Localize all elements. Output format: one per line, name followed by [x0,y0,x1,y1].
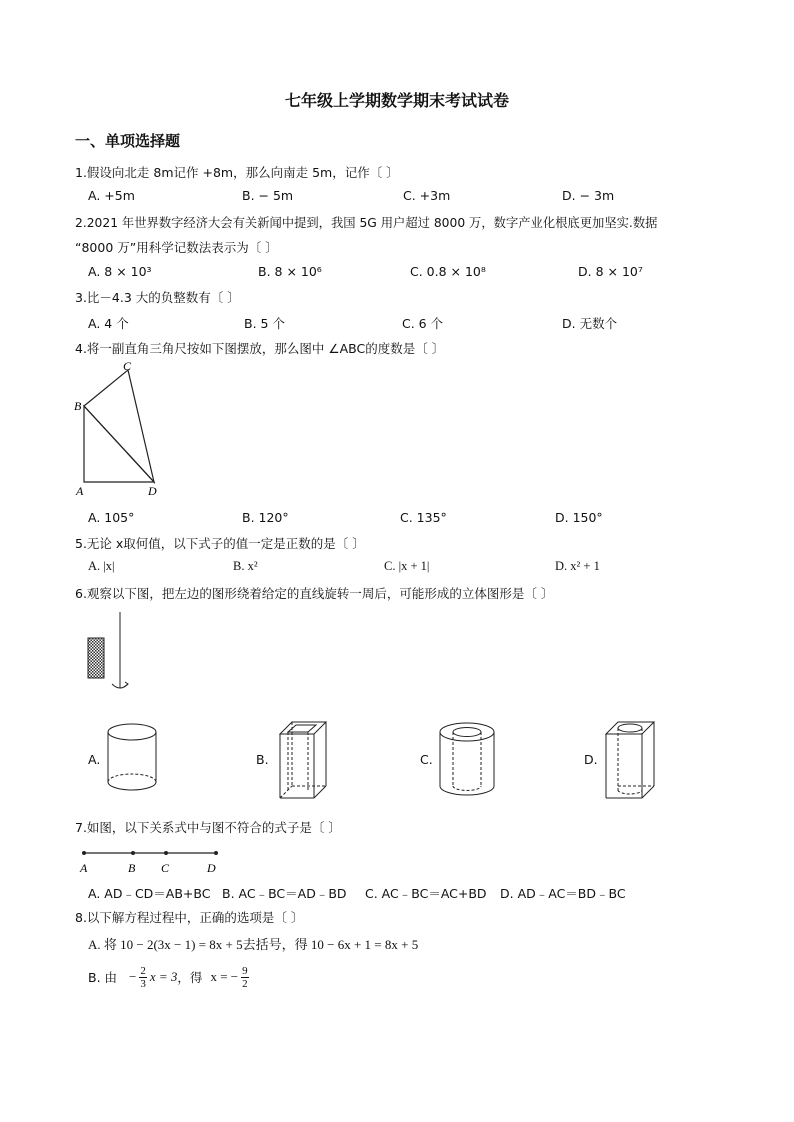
label-d: D [148,484,157,498]
q6-option-c[interactable]: C. [420,752,433,767]
question-1-stem: 1.假设向北走 8m记作 +8m，那么向南走 5m，记作〔 〕 [75,165,399,180]
hollow-prism-figure [270,718,332,803]
point-d-label: D [207,861,216,875]
hollow-cylinder-figure [436,720,498,802]
q7-option-a[interactable]: A. AD﹣CD＝AB+BC [88,886,211,901]
q8-option-b-prefix: B. 由 [88,970,118,985]
label-b: B [74,399,82,413]
q4-option-a[interactable]: A. 105° [88,510,135,525]
segment-figure [76,843,226,877]
q1-option-b[interactable]: B. − 5m [242,188,294,203]
q5-option-c[interactable]: C. |x + 1| [384,559,430,573]
label-c: C [123,359,132,373]
q2-option-c[interactable]: C. 0.8 × 10⁸ [410,264,486,279]
q3-option-d[interactable]: D. 无数个 [562,316,618,331]
prism-with-cylinder-hole-figure [598,718,660,803]
q8-option-b-mid: ，得 [177,970,203,985]
q7-option-c[interactable]: C. AC﹣BC＝AC+BD [365,886,487,901]
question-4-stem: 4.将一副直角三角尺按如下图摆放，那么图中 ∠ABC的度数是〔 〕 [75,341,445,356]
question-8-stem: 8.以下解方程过程中，正确的选项是〔 〕 [75,910,304,925]
q8-option-b[interactable]: B. 由 − $\frac{2}{3}$ x = 3 ，得 x = − $\frac{9}{2}$ [88,964,248,990]
q6-option-d[interactable]: D. [584,752,598,767]
question-7-stem: 7.如图，以下关系式中与图不符合的式子是〔 〕 [75,820,341,835]
q3-option-a[interactable]: A. 4 个 [88,316,129,331]
q5-option-b[interactable]: B. x² [233,559,258,573]
rotation-figure [80,608,140,698]
q4-option-b[interactable]: B. 120° [242,510,289,525]
question-5-stem: 5.无论 x取何值，以下式子的值一定是正数的是〔 〕 [75,536,365,551]
q3-option-c[interactable]: C. 6 个 [402,316,444,331]
fraction-nine-halves: $\frac{9}{2}$ [242,964,248,990]
page-title: 七年级上学期数学期末考试试卷 [284,91,509,110]
equation-2-head: x = − [210,969,239,984]
label-a: A [76,484,84,498]
question-2-stem-line1: 2.2021 年世界数字经济大会有关新闻中提到，我国 5G 用户超过 8000 万，数字产业化根底更加坚实.数据 [75,216,658,230]
q2-option-a[interactable]: A. 8 × 10³ [88,264,152,279]
q6-option-b[interactable]: B. [256,752,269,767]
question-6-stem: 6.观察以下图，把左边的图形绕着给定的直线旋转一周后，可能形成的立体图形是〔 〕 [75,586,554,601]
q3-option-b[interactable]: B. 5 个 [244,316,285,331]
q1-option-a[interactable]: A. +5m [88,188,135,203]
q4-option-d[interactable]: D. 150° [555,510,603,525]
section-heading: 一、单项选择题 [75,132,181,150]
point-b-label: B [128,861,136,875]
equation-1-tail: x = 3 [149,969,178,984]
point-c-label: C [161,861,170,875]
triangle-ruler-figure [70,358,180,503]
question-3-stem: 3.比－4.3 大的负整数有〔 〕 [75,290,240,305]
point-a-label: A [80,861,88,875]
q6-option-a[interactable]: A. [88,752,101,767]
q5-option-a[interactable]: A. |x| [88,559,115,573]
q2-option-d[interactable]: D. 8 × 10⁷ [578,264,643,279]
q4-option-c[interactable]: C. 135° [400,510,447,525]
fraction-two-thirds: $\frac{2}{3}$ [140,964,146,990]
q7-option-d[interactable]: D. AD﹣AC＝BD﹣BC [500,886,626,901]
question-2-stem-line2: “8000 万”用科学记数法表示为〔 〕 [75,240,278,255]
q7-option-b[interactable]: B. AC﹣BC＝AD﹣BD [222,886,347,901]
q1-option-c[interactable]: C. +3m [403,188,451,203]
q1-option-d[interactable]: D. − 3m [562,188,615,203]
q8-option-a[interactable]: A. 将 10 − 2(3x − 1) = 8x + 5去括号，得 10 − 6x + 1 = 8x + 5 [88,937,419,952]
q2-option-b[interactable]: B. 8 × 10⁶ [258,264,322,279]
cylinder-figure [104,720,164,800]
q5-option-d[interactable]: D. x² + 1 [555,559,600,573]
